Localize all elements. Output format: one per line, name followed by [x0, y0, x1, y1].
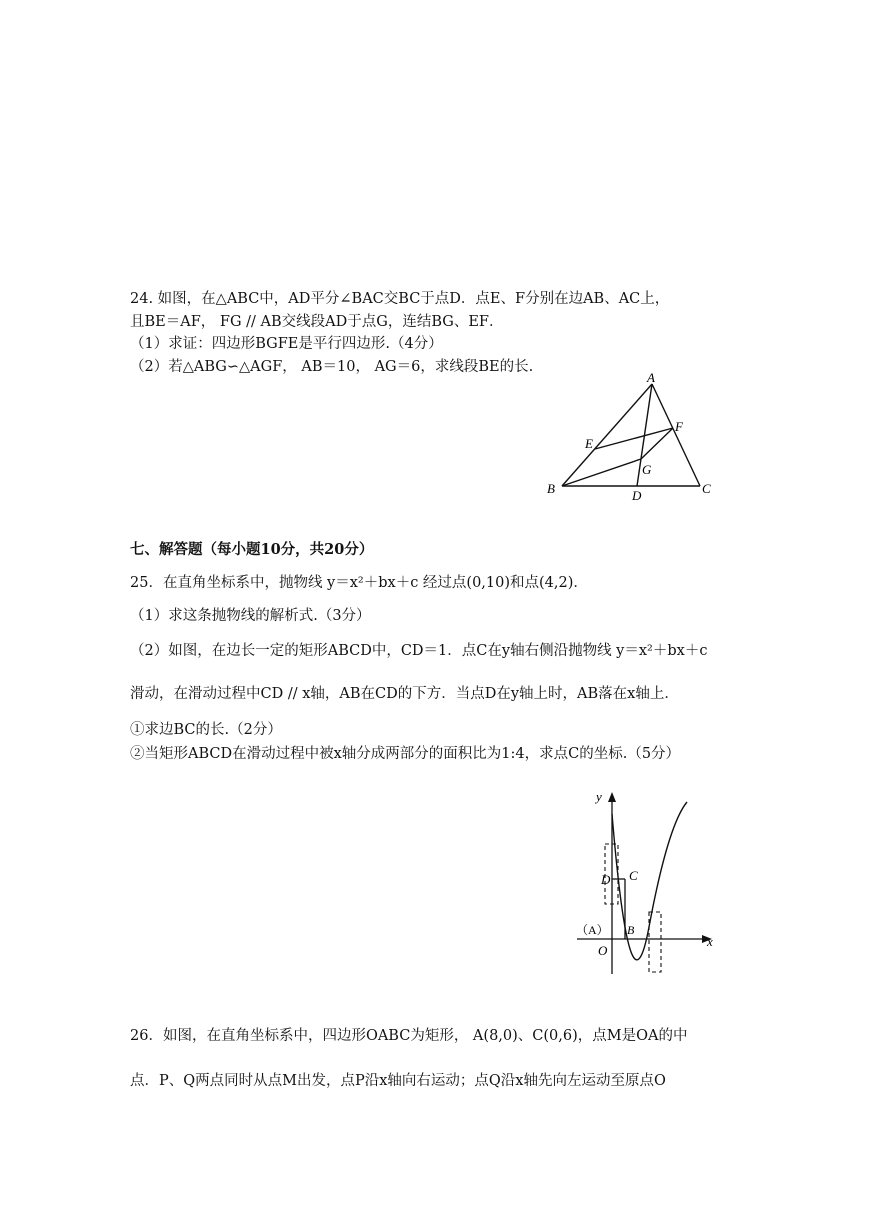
q25-part2b: 滑动，在滑动过程中CD // x轴，AB在CD的下方．当点D在y轴上时，AB落在x轴上． — [130, 686, 679, 702]
label-b: B — [547, 481, 555, 496]
label-d: D — [632, 488, 642, 503]
q26-line1: 26．如图，在直角坐标系中，四边形OABC为矩形， A(8,0)、C(0,6)，点M是OA的中 — [130, 1028, 688, 1044]
q25-part1: （1）求这条抛物线的解析式.（3分） — [130, 608, 371, 624]
q24-part1: （1）求证：四边形BGFE是平行四边形.（4分） — [130, 336, 443, 352]
q25-part2a: （2）如图，在边长一定的矩形ABCD中，CD＝1．点C在y轴右侧沿抛物线 y＝x²＋bx＋c — [130, 643, 708, 659]
y-axis-arrow — [608, 792, 616, 802]
label-c: C — [702, 481, 711, 496]
triangle-figure — [540, 368, 740, 503]
q24-line2: 且BE＝AF， FG // AB交线段AD于点G，连结BG、EF． — [130, 314, 504, 330]
label-a-paren: （A） — [576, 923, 609, 937]
label-c-point: C — [629, 868, 638, 883]
label-x: x — [707, 934, 713, 949]
label-o: O — [598, 943, 608, 958]
q25-sub2: ②当矩形ABCD在滑动过程中被x轴分成两部分的面积比为1:4，求点C的坐标.（5分） — [130, 746, 681, 762]
q24-line1: 24. 如图，在△ABC中，AD平分∠BAC交BC于点D．点E、F分别在边AB、AC上， — [130, 291, 670, 307]
section7-heading: 七、解答题（每小题10分，共20分） — [130, 541, 374, 558]
q25-line1: 25．在直角坐标系中，抛物线 y＝x²＋bx＋c 经过点(0,10)和点(4,2)． — [130, 575, 588, 591]
label-y: y — [596, 789, 602, 804]
label-f: F — [675, 419, 683, 434]
label-d-point: D — [601, 872, 611, 887]
q24-part2: （2）若△ABG∽△AGF， AB＝10， AG＝6，求线段BE的长. — [130, 359, 534, 375]
label-a: A — [647, 370, 655, 385]
parabola-figure — [572, 784, 732, 984]
q25-sub1: ①求边BC的长.（2分） — [130, 722, 282, 738]
edge-ac — [652, 384, 700, 486]
label-g: G — [642, 462, 652, 477]
q26-line2: 点．P、Q两点同时从点M出发，点P沿x轴向右运动；点Q沿x轴先向左运动至原点O — [130, 1073, 666, 1089]
label-b-point: B — [627, 923, 635, 937]
label-e: E — [585, 436, 593, 451]
